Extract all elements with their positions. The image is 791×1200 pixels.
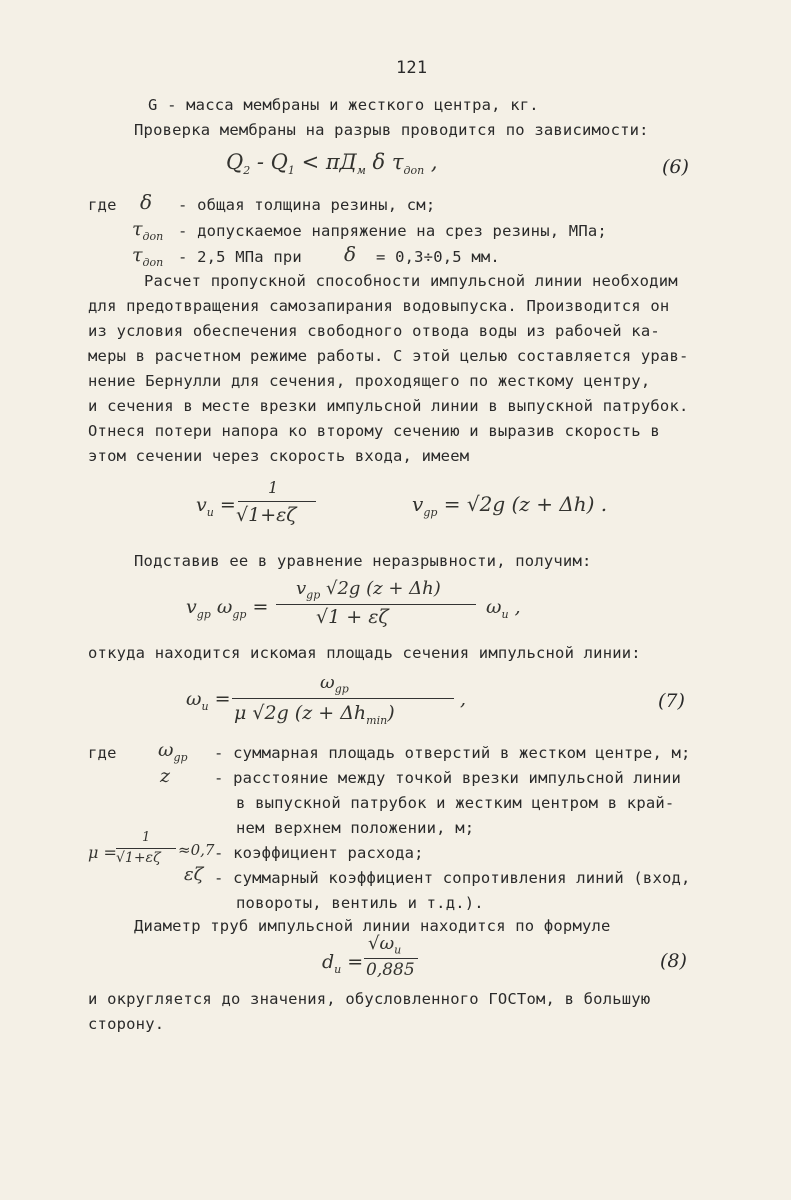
z-symbol: z	[160, 765, 171, 787]
text-line: Проверка мембраны на разрыв проводится по зависимости:	[134, 121, 649, 139]
fraction-bar	[232, 698, 454, 699]
formula-6: $Q_2 - Q_1 < \pi Д_м$ δ $\tau_{доп}$ ,	[226, 150, 438, 178]
text-line: и сечения в месте врезки импульсной линии в выпускной патрубок.	[88, 397, 689, 415]
text-line: - расстояние между точкой врезки импульсной линии	[214, 769, 682, 787]
text-line: - 2,5 МПа при	[178, 248, 302, 266]
text-line: G - масса мембраны и жесткого центра, кг.	[148, 96, 539, 114]
equation-number: (7)	[658, 690, 685, 712]
text-line: Диаметр труб импульсной линии находится по формуле	[134, 917, 611, 935]
text-line: нение Бернулли для сечения, проходящего по жесткому центру,	[88, 372, 651, 390]
formula-vgr: $v_{gp} = √2g$ (z + Δh) .	[412, 492, 608, 519]
denominator: √1 + εζ	[316, 606, 389, 628]
formula-8: $d_u$ =	[322, 951, 364, 976]
denominator: √1+εζ	[116, 850, 161, 866]
text-line: меры в расчетном режиме работы. С этой целью составляется урав-	[88, 347, 689, 365]
text-line: сторону.	[88, 1015, 165, 1033]
formula-vu: $v_u$ =	[196, 494, 236, 519]
text-line: и округляется до значения, обусловленного ГОСТом, в большую	[88, 990, 651, 1008]
page-number: 121	[396, 58, 428, 78]
tau-symbol: $\tau_{доп}$	[132, 244, 164, 269]
formula-continuity: $v_{gp}$ $\omega_{gp}$ =	[186, 596, 269, 621]
fraction-bar	[276, 604, 476, 605]
text-line: - общая толщина резины, см;	[178, 196, 436, 214]
text-line: в выпускной патрубок и жестким центром в край-	[236, 794, 675, 812]
text-line: Подставив ее в уравнение неразрывности, получим:	[134, 552, 592, 570]
mu-value: ≈0,7	[178, 841, 215, 859]
numerator: $v_{gp}$ √2g (z + Δh)	[296, 578, 441, 602]
delta-symbol: δ	[140, 190, 153, 214]
equation-number: (8)	[660, 950, 687, 972]
text-line: Расчет пропускной способности импульсной линии необходим	[144, 272, 678, 290]
text-line: - коэффициент расхода;	[214, 844, 424, 862]
text-line: - суммарная площадь отверстий в жестком центре, м;	[214, 744, 691, 762]
fraction-bar	[238, 501, 316, 502]
numerator: $\omega_{gp}$	[320, 672, 349, 696]
omega-u: $\omega_u$ ,	[486, 596, 521, 621]
numerator: 1	[142, 830, 151, 845]
delta-symbol: δ	[344, 242, 357, 266]
text-line: Отнеся потери напора ко второму сечению и выразив скорость в	[88, 422, 660, 440]
fraction-bar	[116, 848, 176, 849]
text-line: где	[88, 744, 117, 762]
text-line: где	[88, 196, 117, 214]
tau-symbol: $\tau_{доп}$	[132, 218, 164, 243]
mu-formula: μ =	[88, 843, 117, 862]
text-line: - допускаемое напряжение на срез резины, МПа;	[178, 222, 607, 240]
epsilon-zeta-symbol: εζ	[184, 864, 204, 885]
equation-number: (6)	[662, 156, 689, 178]
numerator: $√\omega_u$	[368, 933, 402, 957]
text-line: из условия обеспечения свободного отвода воды из рабочей ка-	[88, 322, 660, 340]
text-line: повороты, вентиль и т.д.).	[236, 894, 484, 912]
denominator: √1+εζ	[236, 504, 297, 526]
text-line: этом сечении через скорость входа, имеем	[88, 447, 470, 465]
numerator: 1	[268, 478, 279, 497]
formula-7: $\omega_u$ =	[186, 688, 231, 713]
denominator: 0,885	[366, 960, 415, 980]
denominator: μ √2g $(z + \Delta h_{min})$	[234, 702, 395, 727]
fraction-bar	[364, 958, 418, 959]
comma: ,	[460, 688, 467, 710]
text-line: откуда находится искомая площадь сечения импульсной линии:	[88, 644, 641, 662]
omega-gp-symbol: $\omega_{gp}$	[158, 739, 188, 764]
text-line: нем верхнем положении, м;	[236, 819, 475, 837]
text-line: - суммарный коэффициент сопротивления линий (вход,	[214, 869, 691, 887]
text-line: для предотвращения самозапирания водовыпуска. Производится он	[88, 297, 670, 315]
text-line: = 0,3÷0,5 мм.	[376, 248, 500, 266]
